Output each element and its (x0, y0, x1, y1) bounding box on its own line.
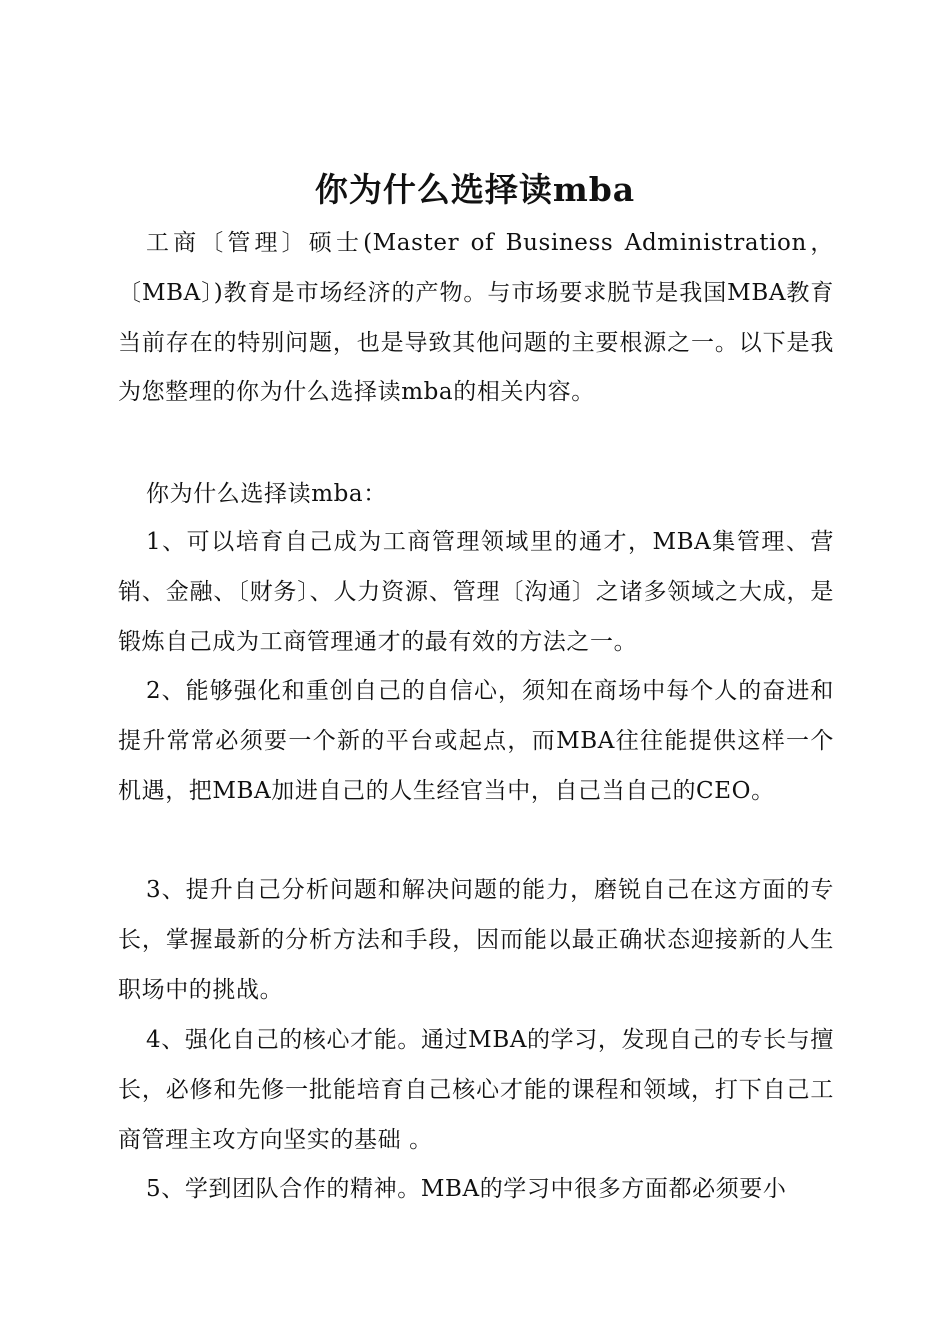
list-item: 2、能够强化和重创自己的自信心，须知在商场中每个人的奋进和提升常常必须要一个新的平台或起点，而MBA往往能提供这样一个机遇，把MBA加进自己的人生经官当中，自己当自己的CEO。 (118, 678, 834, 804)
intro-paragraph: 工商〔管理〕硕士(Master of Business Administration，〔MBA〕)教育是市场经济的产物。与市场要求脱节是我国MBA教育当前存在的特别问题，也是导致其他问题的主要根源之一。以下是我为您整理的你为什么选择读mba的相关内容。 (118, 230, 834, 406)
list-item: 5、学到团队合作的精神。MBA的学习中很多方面都必须要小 (146, 1176, 787, 1202)
list-item: 3、提升自己分析问题和解决问题的能力，磨锐自己在这方面的专长，掌握最新的分析方法和手段，因而能以最正确状态迎接新的人生职场中的挑战。 (118, 877, 834, 1003)
list-item: 1、可以培育自己成为工商管理领域里的通才，MBA集管理、营销、金融、〔财务〕、人力资源、管理〔沟通〕之诸多领域之大成，是锻炼自己成为工商管理通才的最有效的方法之一。 (118, 529, 834, 655)
document-title: 你为什么选择读mba (314, 170, 636, 210)
list-item: 4、强化自己的核心才能。通过MBA的学习，发现自己的专长与擅长，必修和先修一批能培育自己核心才能的课程和领域，打下自己工商管理主攻方向坚实的基础 。 (118, 1027, 834, 1153)
section-heading: 你为什么选择读mba： (146, 481, 387, 507)
